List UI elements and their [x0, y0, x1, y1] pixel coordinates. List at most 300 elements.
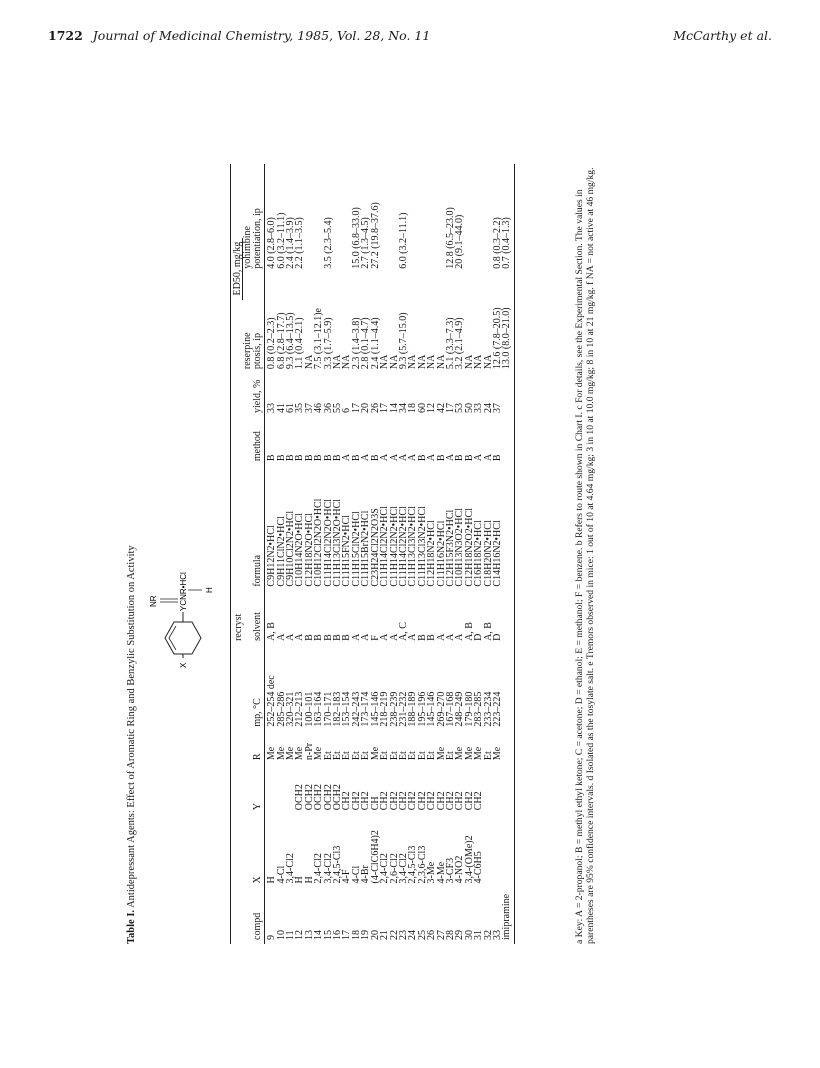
- cell-x: 4-Br: [360, 865, 372, 884]
- cell-yohimbine: [380, 164, 389, 273]
- cell-formula: C9H10Cl2N2•HCl: [285, 510, 297, 587]
- cell-mp: 163–164: [313, 691, 325, 727]
- cell-yield: 12: [426, 403, 438, 414]
- header-mp: mp, °C: [253, 645, 265, 731]
- cell-x: H: [294, 876, 306, 884]
- cell-ptosis: 3.3 (1.7–5.9): [322, 317, 334, 370]
- rotated-table-block: [126, 164, 656, 944]
- cell-solvent: A, B: [463, 622, 475, 641]
- cell-compd: 18: [350, 930, 362, 940]
- table-body: [265, 164, 515, 944]
- cell-formula: C11H13Cl3N2O•HCl: [332, 498, 344, 587]
- cell-mp: 179–180: [463, 691, 475, 727]
- cell-yield: 18: [407, 403, 419, 414]
- cell-x: 4-C6H5: [473, 851, 485, 884]
- cell-r: Me: [473, 746, 485, 761]
- cell-mp: 182–183: [332, 691, 344, 727]
- cell-yohimbine: 2.2 (1.1–3.5): [294, 217, 306, 269]
- table-footnotes: [574, 164, 597, 944]
- cell-compd: 27: [435, 930, 447, 940]
- cell-method: B: [275, 454, 287, 462]
- cell-y: CH2: [463, 791, 475, 811]
- cell-r: Et: [416, 751, 428, 761]
- cell-compd: 24: [407, 930, 419, 940]
- cell-ptosis: NA: [473, 354, 485, 370]
- cell-x: 4-Cl: [350, 865, 362, 884]
- header-x: X: [253, 814, 265, 887]
- cell-yield: 6: [341, 408, 353, 414]
- cell-yield: 17: [350, 403, 362, 414]
- cell-mp: 170–171: [322, 691, 334, 727]
- cell-formula: C9H11ClN2•HCl: [275, 516, 287, 587]
- cell-r: Et: [444, 751, 456, 761]
- cell-r: Et: [426, 751, 438, 761]
- cell-mp: 231–232: [397, 691, 409, 727]
- cell-solvent: D: [473, 633, 485, 641]
- cell-yohimbine: [408, 164, 417, 273]
- cell-r: Et: [482, 751, 494, 761]
- cell-y: CH2: [444, 791, 456, 811]
- cell-yield: 26: [369, 403, 381, 414]
- author-header: McCarthy et al.: [673, 28, 772, 43]
- cell-solvent: B: [426, 634, 438, 641]
- journal-citation: Journal of Medicinal Chemistry, 1985, Vol. 28, No. 11: [92, 28, 431, 43]
- cell-x: [502, 814, 514, 887]
- table-row: [265, 164, 277, 944]
- cell-ptosis: 0.8 (0.2–2.3): [266, 317, 278, 370]
- header-ptosis: ptosis, ip: [253, 273, 265, 373]
- cell-formula: C11H14Cl2N2•HCl: [379, 506, 391, 587]
- cell-solvent: A: [407, 633, 419, 641]
- cell-method: B: [285, 454, 297, 462]
- header-yohimbine: yohimbine: [242, 226, 254, 269]
- cell-x: 2,4,5-Cl3: [332, 845, 344, 884]
- cell-x: (4-ClC6H4)2: [369, 830, 381, 884]
- cell-method: B: [313, 454, 325, 462]
- cell-r: Me: [294, 746, 306, 761]
- cell-x: 4-NO2: [454, 855, 466, 884]
- cell-mp: 153–154: [341, 691, 353, 727]
- cell-yield: 46: [313, 403, 325, 414]
- cell-y: CH2: [473, 791, 485, 811]
- cell-y: [502, 764, 514, 814]
- cell-compd: 29: [454, 930, 466, 940]
- cell-formula: C10H13N3O2•HCl: [454, 508, 466, 587]
- table-row: [493, 164, 502, 944]
- cell-yield: 55: [332, 403, 344, 414]
- cell-formula: C11H13Cl3N2•HCl: [416, 506, 428, 587]
- cell-r: Me: [454, 746, 466, 761]
- cell-method: B: [266, 454, 278, 462]
- cell-y: CH2: [350, 791, 362, 811]
- cell-formula: C11H14Cl2N2•HCl: [388, 506, 400, 587]
- cell-yohimbine: 20 (9.1–44.0): [454, 214, 466, 269]
- cell-r: Et: [407, 751, 419, 761]
- cell-mp: 320–321: [285, 691, 297, 727]
- cell-y: [493, 764, 502, 814]
- cell-yield: 53: [454, 403, 466, 414]
- x-substituent-label: X: [179, 662, 188, 668]
- cell-x: 3-CF3: [444, 857, 456, 884]
- cell-compd: 20: [369, 930, 381, 940]
- cell-mp: 167–168: [444, 691, 456, 727]
- cell-solvent: A, B: [482, 622, 494, 641]
- cell-solvent: B: [322, 634, 334, 641]
- cell-method: B: [435, 454, 447, 462]
- cell-r: Et: [388, 751, 400, 761]
- cell-compd: 31: [473, 930, 485, 940]
- cell-compd: 11: [285, 930, 297, 940]
- cell-mp: 145–146: [369, 691, 381, 727]
- cell-compd: 12: [294, 930, 306, 940]
- cell-ptosis: 9.3 (5.7–15.0): [397, 312, 409, 370]
- cell-mp: 212–213: [294, 691, 306, 727]
- cell-mp: 233–234: [482, 691, 494, 727]
- cell-y: [484, 764, 493, 814]
- cell-r: Me: [275, 746, 287, 761]
- cell-yield: 14: [388, 403, 400, 414]
- cell-r: Me: [266, 746, 278, 761]
- header-ed50-group: ED50, mg/kg: [231, 164, 244, 373]
- cell-formula: C11H15ClN2•HCl: [350, 511, 362, 587]
- cell-compd: 13: [303, 930, 315, 940]
- cell-solvent: D: [491, 633, 503, 641]
- cell-x: 3,4-Cl2: [322, 853, 334, 884]
- cell-yohimbine: [418, 164, 427, 273]
- cell-method: A: [444, 453, 456, 462]
- cell-mp: 100–101: [303, 691, 315, 727]
- cell-yohimbine: 4.0 (2.8–6.0): [266, 217, 278, 269]
- cell-formula: C12H15F3N2•HCl: [444, 509, 456, 587]
- cell-compd: 9: [266, 935, 278, 940]
- cell-yield: [502, 373, 514, 417]
- benzene-ring: [165, 622, 201, 654]
- cell-y: CH2: [426, 791, 438, 811]
- cell-r: Et: [350, 751, 362, 761]
- header-yield: yield, %: [253, 373, 265, 417]
- cell-method: A: [482, 453, 494, 462]
- cell-x: 2,4,5-Cl3: [407, 845, 419, 884]
- cell-yield: 37: [491, 403, 503, 414]
- structure-diagram: [140, 544, 222, 694]
- cell-yohimbine: [465, 164, 474, 273]
- cell-ptosis: NA: [407, 354, 419, 370]
- cell-y: CH2: [397, 791, 409, 811]
- cell-compd: 14: [313, 930, 325, 940]
- cell-method: A: [397, 453, 409, 462]
- cell-yohimbine: 0.7 (0.4–1.3): [502, 164, 514, 273]
- cell-yohimbine: 3.5 (2.3–5.4): [322, 217, 334, 269]
- cell-compd: 28: [444, 930, 456, 940]
- cell-ptosis: NA: [416, 354, 428, 370]
- cell-ptosis: NA: [341, 354, 353, 370]
- cell-yield: 41: [275, 403, 287, 414]
- cell-ptosis: NA: [435, 354, 447, 370]
- cell-method: A: [341, 453, 353, 462]
- cell-mp: [502, 645, 514, 731]
- cell-solvent: A: [444, 633, 456, 641]
- cell-method: B: [303, 454, 315, 462]
- cell-mp: 145–146: [426, 691, 438, 727]
- cell-ptosis: 12.6 (7.8–20.5): [491, 307, 503, 370]
- cell-compd: 33: [491, 930, 503, 940]
- cell-x: 4-Me: [435, 861, 447, 884]
- cell-solvent: A: [454, 633, 466, 641]
- cell-method: [502, 417, 514, 465]
- cell-compd: 25: [416, 930, 428, 940]
- cell-formula: C9H12N2•HCl: [266, 525, 278, 587]
- cell-yohimbine: 6.0 (3.2–11.1): [275, 212, 287, 269]
- cell-yohimbine: [305, 164, 314, 273]
- cell-ptosis: NA: [463, 354, 475, 370]
- cell-x: 2,4-Cl2: [379, 853, 391, 884]
- cell-solvent: A: [275, 633, 287, 641]
- cell-y: OCH2: [303, 784, 315, 811]
- cell-y: CH2: [388, 791, 400, 811]
- cell-y: CH: [369, 796, 381, 811]
- cell-r: [502, 731, 514, 764]
- cell-ptosis: 2.4 (1.1–4.4): [369, 317, 381, 370]
- cell-yohimbine: 6.0 (3.2–11.1): [397, 212, 409, 269]
- cell-r: Et: [360, 751, 372, 761]
- cell-compd: 30: [463, 930, 475, 940]
- cell-yield: 61: [285, 403, 297, 414]
- cell-r: Me: [313, 746, 325, 761]
- cell-solvent: [502, 591, 514, 645]
- cell-mp: 188–189: [407, 691, 419, 727]
- cell-ptosis: NA: [482, 354, 494, 370]
- cell-r: Et: [341, 751, 353, 761]
- cell-method: A: [407, 453, 419, 462]
- cell-formula: [502, 465, 514, 590]
- structure-svg: [140, 544, 222, 694]
- cell-ptosis: 6.8 (2.8–17.7): [275, 312, 287, 370]
- table-caption: [126, 545, 137, 944]
- cell-yield: 60: [416, 403, 428, 414]
- cell-y: OCH2: [322, 784, 334, 811]
- cell-formula: C11H15BrN2•HCl: [360, 510, 372, 587]
- header-formula: formula: [253, 465, 265, 590]
- cell-ptosis: NA: [379, 354, 391, 370]
- cell-solvent: A: [285, 633, 297, 641]
- cell-r: Et: [379, 751, 391, 761]
- cell-method: B: [491, 454, 503, 462]
- cell-formula: C11H14Cl2N2•HCl: [397, 506, 409, 587]
- header-compd: compd: [253, 887, 265, 944]
- cell-r: Me: [285, 746, 297, 761]
- cell-compd: 22: [388, 930, 400, 940]
- cell-x: [493, 814, 502, 887]
- cell-method: B: [463, 454, 475, 462]
- cell-ptosis: 2.3 (1.4–3.8): [350, 317, 362, 370]
- cell-yohimbine: 15.0 (6.8–33.0): [350, 207, 362, 269]
- cell-y: OCH2: [313, 784, 325, 811]
- cell-y: CH2: [435, 791, 447, 811]
- running-head: [48, 28, 772, 48]
- cell-x: H: [303, 876, 315, 884]
- cell-ptosis: 13.0 (8.0–21.0): [502, 273, 514, 373]
- cell-y: OCH2: [294, 784, 306, 811]
- cell-r: Me: [369, 746, 381, 761]
- cell-y: CH2: [454, 791, 466, 811]
- cell-ptosis: NA: [303, 354, 315, 370]
- cell-compd: 32: [482, 930, 494, 940]
- cell-x: 3,4-Cl2: [285, 853, 297, 884]
- cell-yield: 24: [482, 403, 494, 414]
- cell-mp: 283–285: [473, 691, 485, 727]
- cell-solvent: A: [388, 633, 400, 641]
- header-method: method: [253, 417, 265, 465]
- cell-compd: 21: [379, 930, 391, 940]
- cell-mp: 223–224: [491, 691, 503, 727]
- cell-formula: C16H18N2•HCl: [473, 520, 485, 587]
- cell-x: 2,6-Cl2: [388, 853, 400, 884]
- cell-formula: C12H18N2O•HCl: [303, 513, 315, 587]
- cell-method: A: [360, 453, 372, 462]
- activity-table: [230, 164, 515, 944]
- cell-x: 3,4-(OMe)2: [463, 835, 475, 884]
- cell-solvent: F: [369, 635, 381, 641]
- cell-yield: 34: [397, 403, 409, 414]
- cell-y: CH2: [407, 791, 419, 811]
- cell-y: CH2: [360, 791, 372, 811]
- cell-r: Et: [397, 751, 409, 761]
- cell-method: B: [322, 454, 334, 462]
- cell-method: A: [426, 453, 438, 462]
- cell-method: A: [379, 453, 391, 462]
- header-reserpine: reserpine: [242, 332, 254, 370]
- cell-formula: C12H18N2O2•HCl: [463, 508, 475, 587]
- cell-r: n-Pr: [303, 742, 315, 761]
- cell-solvent: A: [360, 633, 372, 641]
- cell-yield: 17: [379, 403, 391, 414]
- cell-ptosis: NA: [332, 354, 344, 370]
- cell-method: A: [388, 453, 400, 462]
- table-row: [502, 164, 514, 944]
- cell-yield: 17: [444, 403, 456, 414]
- cell-solvent: A: [294, 633, 306, 641]
- cell-method: B: [369, 454, 381, 462]
- cell-r: Me: [463, 746, 475, 761]
- cell-formula: C10H12Cl2N2O•HCl: [313, 498, 325, 587]
- cell-formula: C23H24Cl2N2O3S: [369, 508, 381, 587]
- cell-y: CH2: [341, 791, 353, 811]
- cell-formula: C10H14N2O•HCl: [294, 513, 306, 587]
- cell-x: 4-Cl: [275, 865, 287, 884]
- cell-yield: 20: [360, 403, 372, 414]
- cell-solvent: B: [416, 634, 428, 641]
- cell-method: B: [332, 454, 344, 462]
- cell-solvent: B: [313, 634, 325, 641]
- cell-method: B: [294, 454, 306, 462]
- cell-formula: C11H13Cl3N2•HCl: [407, 506, 419, 587]
- page-number: 1722: [48, 28, 83, 43]
- cell-formula: C14H16N2•HCl: [491, 520, 503, 587]
- cell-compd: imipramine: [502, 887, 514, 944]
- cell-solvent: A: [350, 633, 362, 641]
- cell-method: B: [350, 454, 362, 462]
- cell-ptosis: 5.1 (3.3–7.3): [444, 317, 456, 370]
- header-potentiation: potentiation, ip: [253, 164, 265, 273]
- cell-r: Me: [491, 746, 503, 761]
- cell-r: Me: [435, 746, 447, 761]
- cell-compd: 10: [275, 930, 287, 940]
- cell-formula: C12H18N2•HCl: [426, 520, 438, 587]
- cell-yohimbine: [474, 164, 483, 273]
- cell-x: 2,3,6-Cl3: [416, 845, 428, 884]
- cell-yohimbine: 0.8 (0.3–2.2): [491, 217, 503, 269]
- footnote-text: a Key: A = 2-propanol; B = methyl ethyl ketone; C = acetone; D = ethanol; E = methanol; F = benzene. b Refers to route shown in Chart I. c For details, see the Experimental Section. The values in parentheses are 95% confidence intervals. d Isolated as the tosylate salt. e Tremors observed in mice: 1 out of 10 at 4.64 mg/kg; 3 in 10 at 10.0 mg/kg; 8 in 10 at 21 mg/kg. f NA = not active at 46 mg/kg.: [574, 167, 597, 944]
- cell-solvent: A, C: [397, 622, 409, 641]
- cell-compd: 23: [397, 930, 409, 940]
- cell-x: 3-Me: [426, 861, 438, 884]
- cell-yield: 37: [303, 403, 315, 414]
- cell-y: [277, 764, 286, 814]
- cell-yohimbine: [427, 164, 436, 273]
- cell-mp: 252–254 dec: [266, 675, 278, 727]
- cell-x: H: [266, 876, 278, 884]
- cell-mp: 173–174: [360, 691, 372, 727]
- cell-y: [265, 764, 277, 814]
- cell-ptosis: 1.1 (0.4–2.1): [294, 317, 306, 370]
- cell-solvent: B: [341, 634, 353, 641]
- cell-ptosis: 3.2 (2.1–4.9): [454, 317, 466, 370]
- cell-ptosis: 9.3 (6.4–13.5): [285, 312, 297, 370]
- cell-ptosis: 2.8 (0.1–4.7): [360, 317, 372, 370]
- cell-solvent: B: [303, 634, 315, 641]
- cell-yield: 33: [473, 403, 485, 414]
- cell-method: B: [416, 454, 428, 462]
- cell-compd: 19: [360, 930, 372, 940]
- nr-label: NR: [149, 595, 158, 607]
- cell-y: OCH2: [332, 784, 344, 811]
- cell-yohimbine: 2.4 (1.4–3.9): [285, 217, 297, 269]
- cell-yield: 33: [266, 403, 278, 414]
- cell-method: A: [473, 453, 485, 462]
- cell-compd: 15: [322, 930, 334, 940]
- cell-ptosis: 7.5 (3.1–12.1)e: [313, 308, 325, 370]
- header-recryst: recryst: [231, 591, 244, 645]
- h-label: H: [205, 587, 214, 593]
- cell-formula: C11H14Cl2N2O•HCl: [322, 498, 334, 587]
- cell-formula: C18H20N2•HCl: [482, 520, 494, 587]
- cell-solvent: A, B: [266, 622, 278, 641]
- cell-yohimbine: 27.2 (19.8–37.6): [369, 202, 381, 269]
- cell-yohimbine: 12.8 (6.5–23.0): [444, 207, 456, 269]
- cell-solvent: B: [332, 634, 344, 641]
- cell-x: [484, 814, 493, 887]
- cell-mp: 242–243: [350, 691, 362, 727]
- cell-y: CH2: [379, 791, 391, 811]
- cell-compd: 16: [332, 930, 344, 940]
- cell-x: 2,4-Cl2: [313, 853, 325, 884]
- cell-mp: 218–219: [379, 691, 391, 727]
- cell-method: B: [454, 454, 466, 462]
- cell-formula: C11H15FN2•HCl: [341, 515, 353, 587]
- cell-y: CH2: [416, 791, 428, 811]
- cell-yield: 35: [294, 403, 306, 414]
- cell-yield: 42: [435, 403, 447, 414]
- cell-ptosis: NA: [388, 354, 400, 370]
- cell-formula: C11H16N2•HCl: [435, 520, 447, 587]
- cell-solvent: A: [435, 633, 447, 641]
- cell-r: Et: [322, 751, 334, 761]
- header-solvent: solvent: [253, 591, 265, 645]
- side-chain-label: YCNR•HCl: [179, 572, 188, 611]
- cell-mp: 238–239: [388, 691, 400, 727]
- cell-yield: 36: [322, 403, 334, 414]
- cell-solvent: A: [379, 633, 391, 641]
